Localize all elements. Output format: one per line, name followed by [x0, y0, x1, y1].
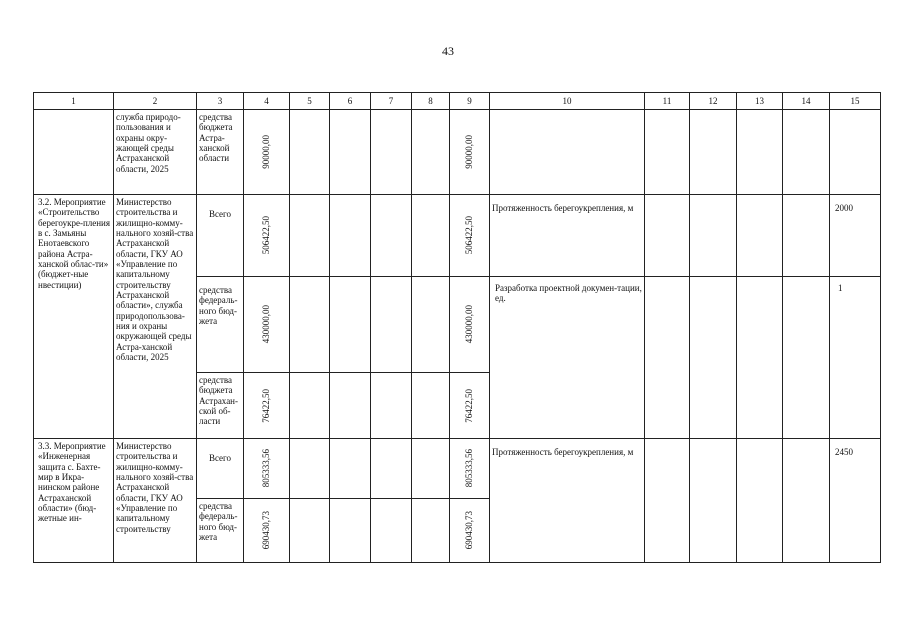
- amount-text: 690430,73: [261, 511, 272, 550]
- cell-executor: Министерство строительства и жилищно-комму-нального хозяй-ства Астраханской области, ГКУ АО «Управление по капитальному строительству Астраханской области», служба природопользова-ния и охраны окружающей среды Астра-ханской области, 2025: [114, 195, 197, 439]
- cell-indicator: Протяженность берегоукрепления, м: [490, 195, 645, 277]
- cell-executor: Министерство строительства и жилищно-комму-нального хозяй-ства Астраханской области, ГКУ АО «Управление по капитальному строительству: [114, 439, 197, 563]
- cell-empty: [290, 195, 330, 277]
- cell-total: [244, 277, 290, 373]
- table-row: [34, 195, 881, 277]
- cell-total: [244, 110, 290, 195]
- header-cell: 5: [290, 93, 330, 110]
- header-cell: 13: [737, 93, 783, 110]
- cell-empty: [737, 277, 783, 439]
- cell-empty: [371, 439, 412, 499]
- amount-text: 805333,56: [464, 449, 475, 488]
- cell-empty: [737, 439, 783, 563]
- cell-value: 1: [830, 277, 881, 439]
- cell-total: [244, 373, 290, 439]
- table-row: [34, 110, 881, 195]
- cell-year-amount: [450, 439, 490, 499]
- cell-empty: [737, 195, 783, 277]
- page-number: 43: [442, 44, 454, 58]
- cell-empty: [737, 110, 783, 195]
- budget-table: [33, 92, 881, 563]
- cell-empty: [330, 195, 371, 277]
- cell-empty: [290, 499, 330, 563]
- cell-activity: 3.3. Мероприятие «Инженерная защита с. Бахте-мир в Икра-нинском районе Астраханской области» (бюд-жетные ин-: [34, 439, 114, 563]
- header-cell: 14: [783, 93, 830, 110]
- cell-empty: [330, 277, 371, 373]
- cell-indicator: Протяженность берегоукрепления, м: [490, 439, 645, 563]
- cell-year-amount: [450, 373, 490, 439]
- header-row: [34, 93, 881, 110]
- header-cell: 6: [330, 93, 371, 110]
- cell-empty: [290, 277, 330, 373]
- amount-text: 805333,56: [261, 449, 272, 488]
- cell-empty: [371, 373, 412, 439]
- table-row: [34, 439, 881, 499]
- cell-empty: [371, 110, 412, 195]
- cell-empty: [412, 373, 450, 439]
- cell-value: 2000: [830, 195, 881, 277]
- cell-empty: [645, 439, 690, 563]
- cell-funding-source: средства бюджета Астра-ханской области: [197, 110, 244, 195]
- amount-text: 506422,50: [464, 216, 475, 255]
- cell-year-amount: [450, 195, 490, 277]
- cell-indicator: Разработка проектной докумен-тации, ед.: [490, 277, 645, 439]
- header-cell: 12: [690, 93, 737, 110]
- cell-empty: [783, 110, 830, 195]
- header-cell: 2: [114, 93, 197, 110]
- cell-empty: [330, 373, 371, 439]
- header-cell: 11: [645, 93, 690, 110]
- cell-empty: [330, 439, 371, 499]
- header-cell: 4: [244, 93, 290, 110]
- cell-value: 2450: [830, 439, 881, 563]
- cell-funding-source: средства федераль-ного бюд-жета: [197, 499, 244, 563]
- cell-empty: [371, 277, 412, 373]
- amount-text: 430000,00: [261, 305, 272, 344]
- cell-empty: [783, 277, 830, 439]
- cell-activity: 3.2. Мероприятие «Строительство берегоукре-пления в с. Замьяны Енотаевского района Астра-ханской облас-ти» (бюджет-ные нвестиции): [34, 195, 114, 439]
- cell-funding-source: средства бюджета Астрахан-ской об-ласти: [197, 373, 244, 439]
- cell-executor: служба природо-пользования и охраны окру-жающей среды Астраханской области, 2025: [114, 110, 197, 195]
- cell-funding-source: Всего: [197, 195, 244, 277]
- cell-empty: [290, 439, 330, 499]
- cell-empty: [645, 110, 690, 195]
- cell-empty: [645, 195, 690, 277]
- amount-text: 76422,50: [261, 388, 272, 423]
- header-cell: 15: [830, 93, 881, 110]
- cell-empty: [412, 110, 450, 195]
- amount-text: 90000,00: [464, 135, 475, 169]
- amount-text: 506422,50: [261, 216, 272, 255]
- cell-empty: [330, 499, 371, 563]
- amount-text: 430000,00: [464, 305, 475, 344]
- cell-empty: [690, 277, 737, 439]
- cell-empty: [290, 373, 330, 439]
- cell-empty: [412, 499, 450, 563]
- cell-total: [244, 439, 290, 499]
- cell-empty: [783, 195, 830, 277]
- cell-year-amount: [450, 110, 490, 195]
- cell-funding-source: Всего: [197, 439, 244, 499]
- header-cell: 7: [371, 93, 412, 110]
- cell-empty: [412, 195, 450, 277]
- cell-empty: [330, 110, 371, 195]
- cell-empty: [412, 277, 450, 373]
- cell-funding-source: средства федераль-ного бюд-жета: [197, 277, 244, 373]
- cell-empty: [290, 110, 330, 195]
- cell-total: [244, 499, 290, 563]
- header-cell: 10: [490, 93, 645, 110]
- header-cell: 1: [34, 93, 114, 110]
- header-cell: 9: [450, 93, 490, 110]
- header-cell: 3: [197, 93, 244, 110]
- cell-year-amount: [450, 277, 490, 373]
- cell-empty: [412, 439, 450, 499]
- cell-year-amount: [450, 499, 490, 563]
- cell-empty: [690, 195, 737, 277]
- amount-text: 90000,00: [261, 135, 272, 169]
- cell-empty: [783, 439, 830, 563]
- cell-empty: [645, 277, 690, 439]
- cell-empty: [690, 110, 737, 195]
- cell-total: [244, 195, 290, 277]
- amount-text: 690430,73: [464, 511, 475, 550]
- cell-empty: [690, 439, 737, 563]
- header-cell: 8: [412, 93, 450, 110]
- amount-text: 76422,50: [464, 388, 475, 423]
- cell-indicator: [490, 110, 645, 195]
- cell-empty: [371, 499, 412, 563]
- cell-empty: [830, 110, 881, 195]
- cell-activity: [34, 110, 114, 195]
- cell-empty: [371, 195, 412, 277]
